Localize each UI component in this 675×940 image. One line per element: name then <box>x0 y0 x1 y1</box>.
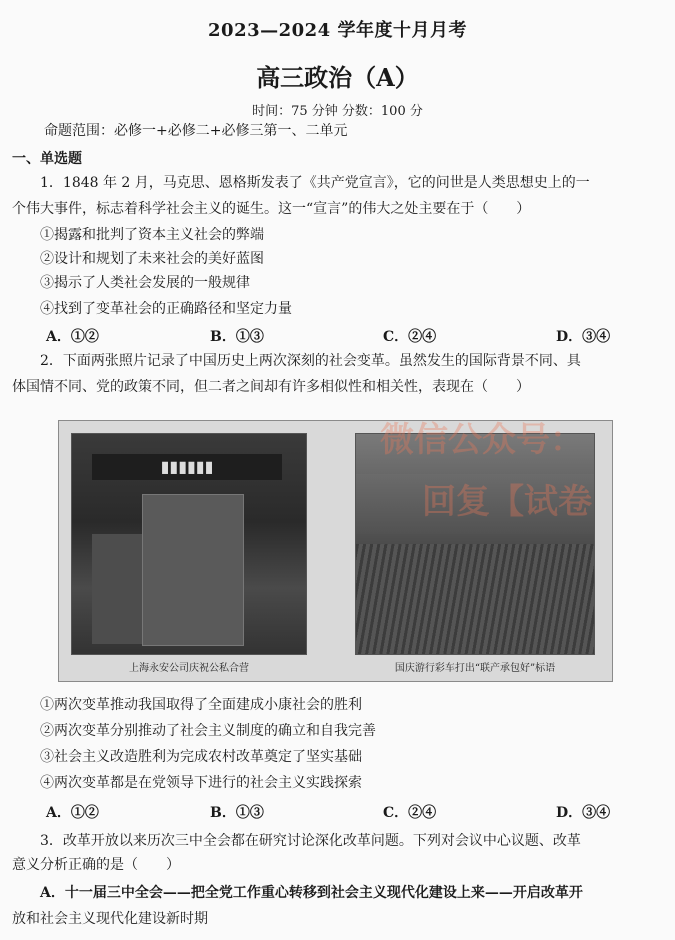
watermark-line2: 回复【试卷 <box>422 482 592 522</box>
section-title: 一、单选题 <box>12 151 82 167</box>
exam-scope: 命题范围：必修一+必修二+必修三第一、二单元 <box>44 123 348 139</box>
exam-title: 2023—2024 学年度十月月考 <box>208 20 467 41</box>
photo-right-caption: 国庆游行彩车打出“联产承包好”标语 <box>394 663 556 674</box>
q2-item: ②两次变革分别推动了社会主义制度的确立和自我完善 <box>40 723 376 739</box>
q1-option-d[interactable]: D．③④ <box>556 329 611 345</box>
q3-stem-line1: 3．改革开放以来历次三中全会都在研究讨论深化改革问题。下列对会议中心议题、改革 <box>40 833 581 849</box>
q3-option-a-line2: 放和社会主义现代化建设新时期 <box>12 911 208 927</box>
q1-item: ③揭示了人类社会发展的一般规律 <box>40 275 250 291</box>
q1-option-b[interactable]: B．①③ <box>210 329 264 345</box>
q2-stem-line2: 体国情不同、党的政策不同，但二者之间却有许多相似性和相关性，表现在（ ） <box>12 379 530 395</box>
q2-option-c[interactable]: C．②④ <box>383 805 437 821</box>
q2-item: ①两次变革推动我国取得了全面建成小康社会的胜利 <box>40 697 362 713</box>
q2-option-a[interactable]: A．①② <box>46 805 99 821</box>
watermark-line1: 微信公众号： <box>380 420 584 460</box>
q3-stem-line2: 意义分析正确的是（ ） <box>12 857 180 873</box>
q3-option-a-line1[interactable]: A．十一届三中全会——把全党工作重心转移到社会主义现代化建设上来——开启改革开 <box>40 885 583 901</box>
q2-item: ④两次变革都是在党领导下进行的社会主义实践探索 <box>40 775 362 791</box>
q1-stem-line1: 1．1848 年 2 月，马克思、恩格斯发表了《共产党宣言》，它的问世是人类思想史上的一 <box>40 175 590 191</box>
store-sign: ▮▮▮▮▮▮ <box>92 454 282 480</box>
q1-option-a[interactable]: A．①② <box>46 329 99 345</box>
subject-title: 高三政治（A） <box>256 63 419 92</box>
q1-stem-line2: 个伟大事件，标志着科学社会主义的诞生。这一“宣言”的伟大之处主要在于（ ） <box>12 201 531 217</box>
q2-option-d[interactable]: D．③④ <box>556 805 611 821</box>
exam-meta: 时间：75 分钟 分数：100 分 <box>252 104 423 119</box>
q2-item: ③社会主义改造胜利为完成农村改革奠定了坚实基础 <box>40 749 362 765</box>
q1-item: ②设计和规划了未来社会的美好蓝图 <box>40 251 264 267</box>
photo-shanghai-store <box>71 433 307 655</box>
photo-left-caption: 上海永安公司庆祝公私合营 <box>129 663 249 674</box>
q1-item: ①揭露和批判了资本主义社会的弊端 <box>40 227 264 243</box>
q2-option-b[interactable]: B．①③ <box>210 805 264 821</box>
q2-stem-line1: 2．下面两张照片记录了中国历史上两次深刻的社会变革。虽然发生的国际背景不同、具 <box>40 353 581 369</box>
q1-item: ④找到了变革社会的正确路径和坚定力量 <box>40 301 292 317</box>
photo-parade-float <box>355 433 595 655</box>
q1-option-c[interactable]: C．②④ <box>383 329 437 345</box>
